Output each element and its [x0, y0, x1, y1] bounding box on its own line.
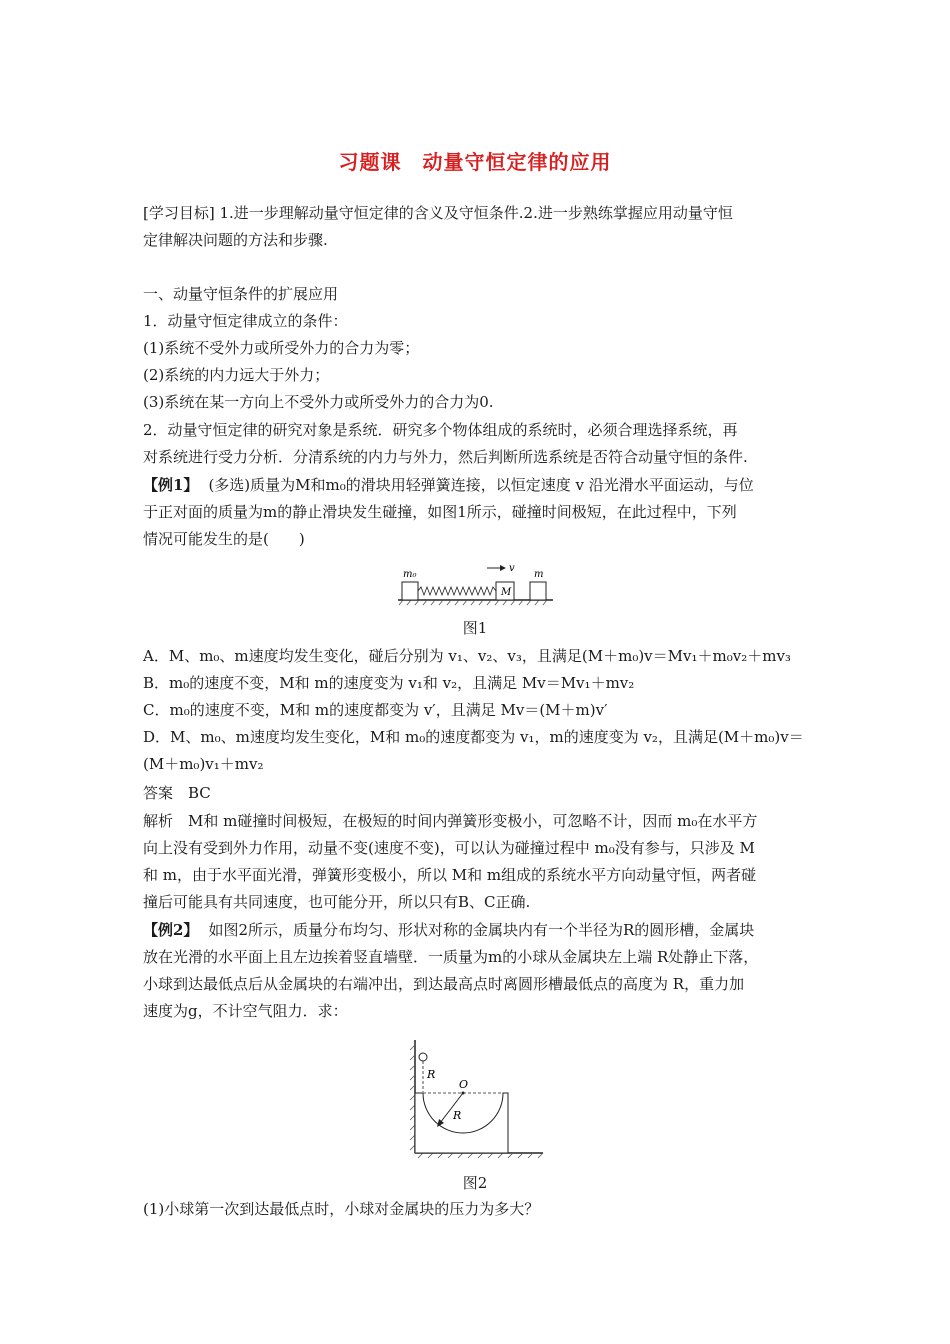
label-v: v: [509, 563, 515, 574]
option-d-line-1: D．M、m₀、m速度均发生变化，M和 m₀的速度都变为 v₁，m的速度变为 v₂，且满足(M＋m₀)v＝: [143, 728, 804, 746]
example-1-tag: 【例1】: [143, 476, 199, 494]
label-m0: m₀: [403, 569, 417, 580]
objectives-line-1: [学习目标] 1.进一步理解动量守恒定律的含义及守恒条件.2.进一步熟练掌握应用动量守恒: [143, 204, 733, 222]
metal-block: [415, 1093, 508, 1153]
example-2-line-4: 速度为g，不计空气阻力．求：: [143, 1002, 348, 1020]
page-title: 习题课 动量守恒定律的应用: [338, 150, 612, 174]
figure-2-caption: 图2: [462, 1174, 488, 1192]
option-d-line-2: (M＋m₀)v₁＋mv₂: [143, 755, 264, 773]
figure-2-groove-block: [403, 1035, 548, 1165]
answer: 答案 BC: [143, 784, 211, 802]
label-O: O: [459, 1078, 469, 1091]
example-2-line-1: 【例2】 如图2所示，质量分布均匀、形状对称的金属块内有一个半径为R的圆形槽，金属块: [143, 921, 755, 939]
label-R-height: R: [427, 1068, 436, 1081]
option-b: B．m₀的速度不变，M和 m的速度变为 v₁和 v₂，且满足 Mv＝Mv₁＋mv₂: [143, 674, 635, 692]
option-a: A．M、m₀、m速度均发生变化，碰后分别为 v₁、v₂、v₃，且满足(M＋m₀)v＝Mv₁＋m₀v₂＋mv₃: [143, 647, 791, 665]
question-1: (1)小球第一次到达最低点时，小球对金属块的压力为多大？: [143, 1200, 540, 1218]
example-1-line-2: 于正对面的质量为m的静止滑块发生碰撞，如图1所示，碰撞时间极短，在此过程中，下列: [143, 503, 737, 521]
figure-1-caption: 图1: [462, 619, 488, 637]
analysis-line-4: 撞后可能具有共同速度，也可能分开，所以只有B、C正确.: [143, 893, 531, 911]
label-m: m: [534, 569, 544, 580]
analysis-line-3: 和 m，由于水平面光滑，弹簧形变极小，所以 M和 m组成的系统水平方向动量守恒，两者碰: [143, 866, 757, 884]
analysis-line-2: 向上没有受到外力作用，动量不变(速度不变)，可以认为碰撞过程中 m₀没有参与，只涉及 M: [143, 839, 755, 857]
spring: [418, 587, 496, 595]
example-2-line-2: 放在光滑的水平面上且左边挨着竖直墙壁．一质量为m的小球从金属块左上端 R处静止下落，: [143, 948, 759, 966]
figure-1-spring-blocks: [395, 560, 560, 610]
objectives-line-2: 定律解决问题的方法和步骤.: [143, 231, 328, 249]
example-1-line-1: 【例1】 (多选)质量为M和m₀的滑块用轻弹簧连接，以恒定速度 v 沿光滑水平面运动，与位: [143, 476, 754, 494]
arrow-head: [500, 565, 506, 571]
paragraph: 1．动量守恒定律成立的条件：: [143, 312, 348, 330]
block-m: [530, 582, 546, 600]
example-2-line-3: 小球到达最低点后从金属块的右端冲出，到达最高点时离圆形槽最低点的高度为 R，重力加: [143, 975, 745, 993]
option-c: C．m₀的速度不变，M和 m的速度都变为 v′，且满足 Mv＝(M＋m)v′: [143, 701, 608, 719]
block-m0: [402, 582, 418, 600]
section-heading: 一、动量守恒条件的扩展应用: [143, 285, 339, 303]
label-R-radius: R: [453, 1109, 462, 1122]
condition-2: (2)系统的内力远大于外力；: [143, 366, 330, 384]
analysis-line-1: 解析 M和 m碰撞时间极短，在极短的时间内弹簧形变极小，可忽略不计，因而 m₀在水平方: [143, 812, 758, 830]
example-2-tag: 【例2】: [143, 921, 199, 939]
paragraph: 对系统进行受力分析．分清系统的内力与外力，然后判断所选系统是否符合动量守恒的条件.: [143, 448, 748, 466]
example-1-line-3: 情况可能发生的是( ): [143, 530, 305, 548]
ball: [419, 1053, 427, 1061]
center-point: [462, 1092, 465, 1095]
condition-1: (1)系统不受外力或所受外力的合力为零；: [143, 339, 420, 357]
condition-3: (3)系统在某一方向上不受外力或所受外力的合力为0.: [143, 393, 494, 411]
paragraph: 2．动量守恒定律的研究对象是系统．研究多个物体组成的系统时，必须合理选择系统，再: [143, 421, 738, 439]
label-M: M: [501, 587, 512, 598]
